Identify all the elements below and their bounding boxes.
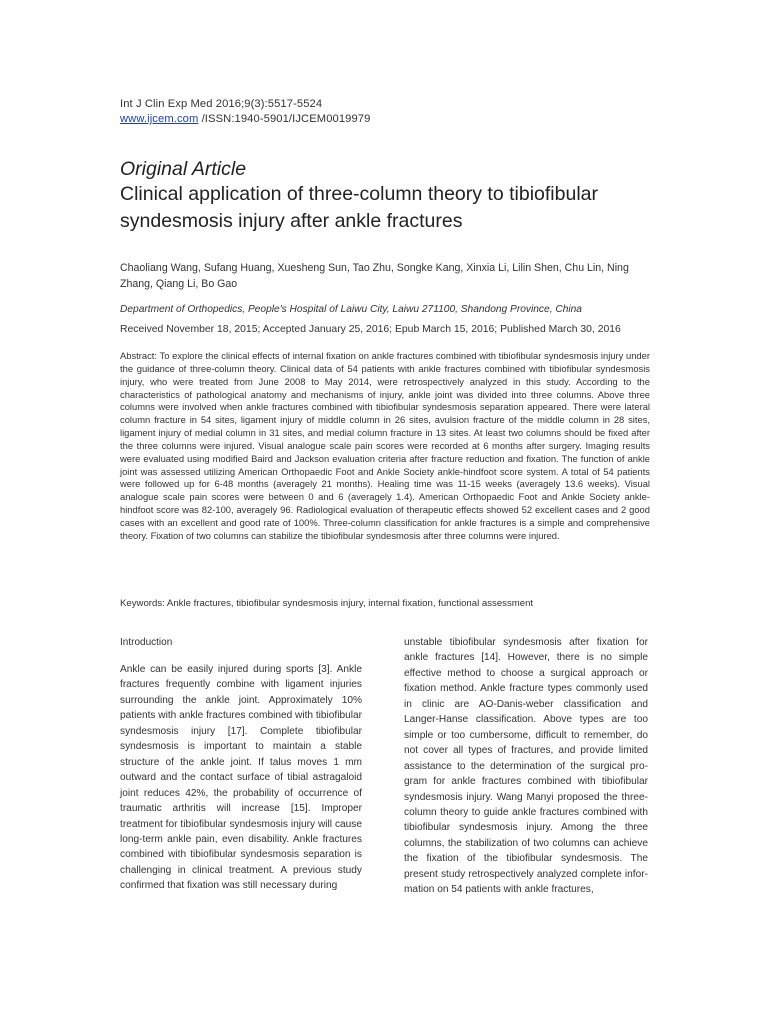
publication-dates: Received November 18, 2015; Accepted January 25, 2016; Epub March 15, 2016; Published March 30, 2016 xyxy=(120,324,621,335)
journal-reference xyxy=(120,97,370,127)
body-column-right: unstable tibiofibular syndesmosis after fixation for ankle fractures [14]. However, there is no simple effective method to choose a surgical approach or fixation method. Ankle fracture types commonly used in clinic are AO-Danis-weber classification and Langer-Hanse classification. Above types are too simple or too cumbersome, difficult to remember, do not cover all types of fractures, and provide limited assistance to the determination of the surgical program for ankle fractures combined with tibiofibular syndesmosis injury. Wang Manyi proposed the three-column theory to guide ankle fractures combined with tibiofibular syndesmosis injury. Among the three columns, the stabilization of two columns can achieve the fixation of the tibiofibular syndesmosis. The present study retrospectively analyzed complete information on 54 patients with ankle fractures, xyxy=(404,637,648,896)
journal-website-link[interactable]: www.ijcem.com xyxy=(120,113,199,125)
article-type-label: Original Article xyxy=(120,158,247,180)
citation-line: Int J Clin Exp Med 2016;9(3):5517-5524 xyxy=(120,98,323,110)
article-title: Clinical application of three-column theory to tibiofibular syndesmosis injury after ankle fractures xyxy=(120,183,598,232)
affiliation: Department of Orthopedics, People's Hospital of Laiwu City, Laiwu 271100, Shandong Province, China xyxy=(120,304,582,315)
journal-link-line xyxy=(120,112,370,127)
section-heading-introduction: Introduction xyxy=(120,637,173,648)
issn-text: /ISSN:1940-5901/IJCEM0019979 xyxy=(198,113,371,125)
author-list: Chaoliang Wang, Sufang Huang, Xuesheng Sun, Tao Zhu, Songke Kang, Xinxia Li, Lilin Shen, Chu Lin, Ning Zhang, Qiang Li, Bo Gao xyxy=(120,262,629,290)
body-column-left: Ankle can be easily injured during sports [3]. Ankle fractures frequently combine with ligament injuries surrounding the ankle joint. Approximately 10% patients with ankle fractures combined with tibiofibular syndesmosis injury [17]. Complete tibiofibular syndesmosis is important to maintain a stable structure of the ankle joint. If talus moves 1 mm outward and the contact surface of tibial astragaloid joint reduces 42%, the probability of occurrence of traumatic arthritis will increase [15]. Improper treatment for tibiofibular syndesmosis injury will cause long-term ankle pain, even disability. Ankle fractures combined with tibiofibular syndesmosis separation is challenging in clinical treatment. A previous study confirmed that fixation was still necessary during xyxy=(120,664,362,892)
abstract: Abstract: To explore the clinical effects of internal fixation on ankle fractures combined with tibiofibular syndesmosis injury under the guidance of three-column theory. Clinical data of 54 patients with ankle fractures combined with tibiofibular syndesmosis injury, who were treated from June 2008 to May 2014, were retrospectively analyzed in this study. According to the characteristics of pathological anatomy and mechanisms of injury, ankle joint was divided into three columns. Above three columns were involved when ankle fractures combined with tibiofibular syndesmosis separation appeared. There were lateral column fracture in 54 sites, ligament injury of middle column in 26 sites, avulsion fracture of the middle column in 28 sites, ligament injury of medial column in 31 sites, and medial column fracture in 13 sites. At least two columns should be fixed after the three columns were injured. Visual analogue scale pain scores were recorded at 6 months after surgery. Imaging results were evaluated using modified Baird and Jackson evaluation criteria after fracture reduction and fixation. The function of ankle joint was assessed utilizing American Orthopaedic Foot and Ankle Society ankle-hindfoot score system. A total of 54 patients were followed up for 6-48 months (averagely 21 months). Healing time was 11-15 weeks (averagely 13.6 weeks). Visual analogue scale pain scores were between 0 and 6 (averagely 1.4). American Orthopaedic Foot and Ankle Society ankle-hindfoot score was 82-100, averagely 96. Radiological evaluation of therapeutic effects showed 52 excellent cases and 2 good cases with an excellent and good rate of 100%. Three-column classification for ankle fractures is a simple and comprehensive theory. Fixation of two columns can stabilize the tibiofibular syndesmosis after three columns were injured. xyxy=(120,350,650,541)
keywords: Keywords: Ankle fractures, tibiofibular syndesmosis injury, internal fixation, functional assessment xyxy=(120,598,534,609)
